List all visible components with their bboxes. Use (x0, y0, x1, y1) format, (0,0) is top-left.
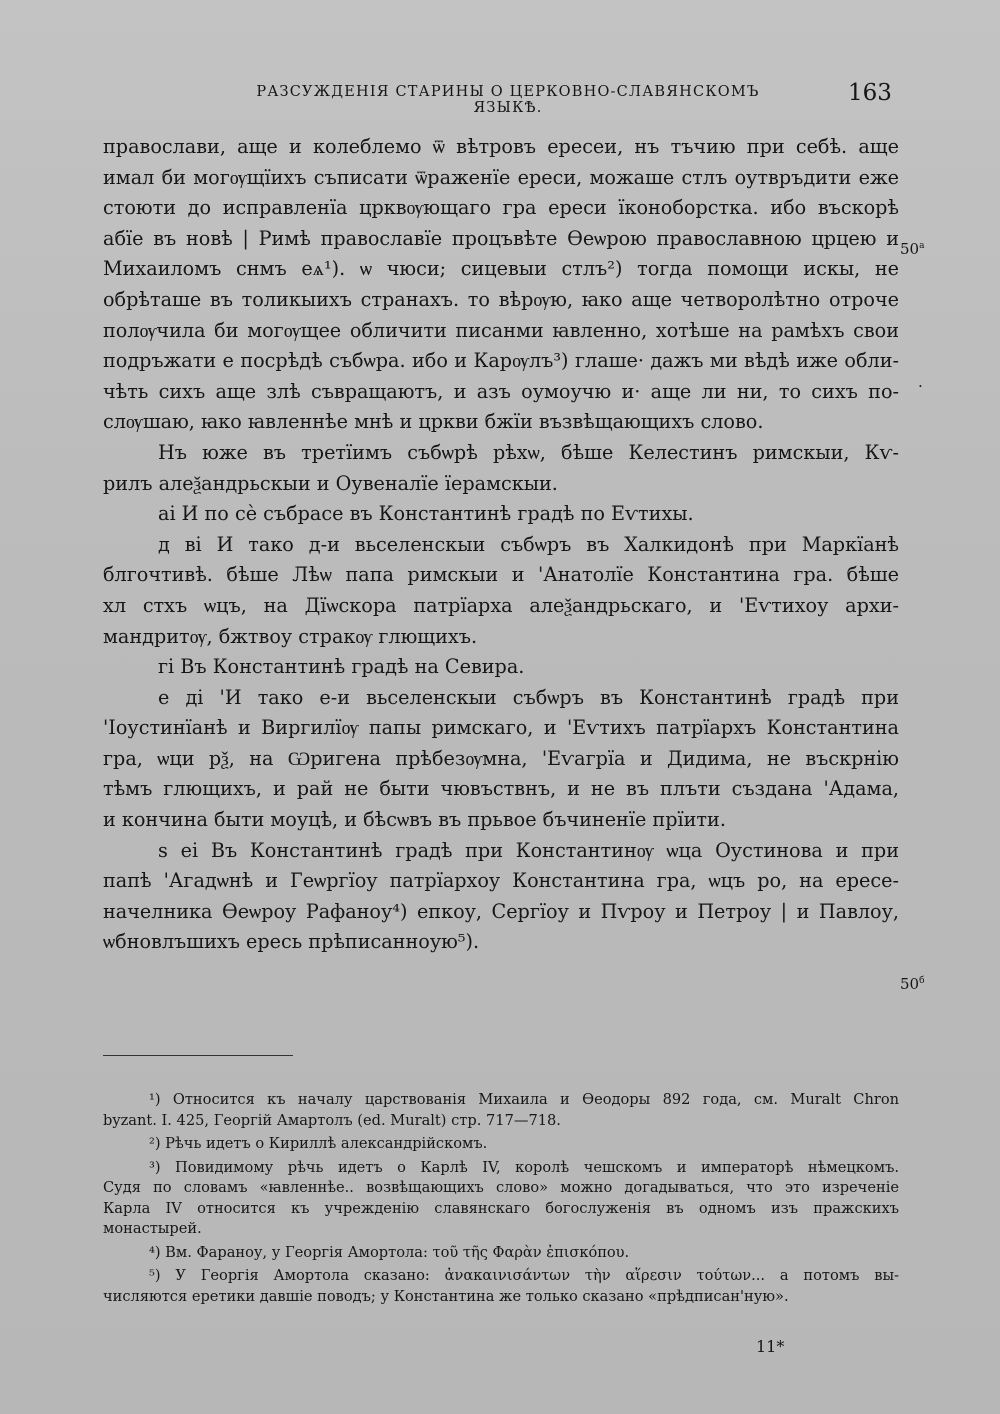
text-line: гра, ѡци рѯ, на Ѡригена прѣбезѹмна, 'Еѵагрїа и Дидима, не въскрнію (103, 746, 899, 770)
footnote-line: Карла IV относится къ учрежденію славянскаго богослуженія въ одномъ изъ пражскихъ (103, 1199, 899, 1217)
footnote-divider (103, 1055, 293, 1056)
text-line: православи, аще и колеблемо ѿ вѣтровъ ересеи, нъ тъчию при себѣ. аще (103, 135, 899, 158)
text-line: мандритѹ, бжтвоу стракѹ глющихъ. (103, 624, 478, 648)
text-line: ѡбновлъшихъ ересь прѣписанноую⁵). (103, 930, 480, 954)
text-line: чѣть сихъ аще злѣ съвращаютъ, и азъ оумоучю и· аще ли ни, то сихъ по- (103, 379, 899, 403)
footnote-line: Судя по словамъ «ꙗвленнѣе.. возвѣщающихъ слово» можно догадываться, что это изреченіе (103, 1179, 899, 1196)
margin-folio-note (900, 975, 925, 993)
text-line: начелника Өеѡроу Рафаноу⁴) епкоу, Сергїоу и Пѵроу и Петроу | и Павлоу, (103, 899, 899, 923)
text-line: Михаиломъ снмъ еѧ¹). ѡ чюси; сицевыи стлъ²) тогда помощи искы, не (103, 257, 899, 281)
footnote-line: монастырей. (103, 1220, 202, 1237)
margin-folio-note (900, 240, 924, 258)
footnotes (103, 1090, 899, 1307)
text-line: блгочтивѣ. бѣше Лѣѡ папа римскыи и 'Анатолїе Константина гра. бѣше (103, 563, 899, 587)
margin-folio-number: 50 (900, 240, 920, 258)
text-line: подръжати е посрѣдѣ събѡра. ибо и Карѹлъ³) глаше· дажъ ми вѣдѣ иже обли- (103, 349, 899, 373)
footnote-line: ²) Рѣчь идетъ о Кириллѣ александрійскомъ. (149, 1135, 488, 1152)
running-header: РАЗСУЖДЕНІЯ СТАРИНЫ О ЦЕРКОВНО-СЛАВЯНСКОМЪ ЯЗЫКѢ. (256, 84, 760, 116)
text-line: д ві И тако д-и вьселенскыи събѡръ въ Халкидонѣ при Маркїанѣ (158, 532, 899, 556)
text-line: тѣмъ глющихъ, и рай не быти чювъствнъ, и не въ плъти създана 'Адама, (103, 777, 899, 801)
text-line: гі Въ Константинѣ градѣ на Севира. (158, 655, 525, 679)
margin-folio-number: 50 (900, 975, 920, 993)
footnote-line: byzant. I. 425, Георгій Амартолъ (ed. Muralt) стр. 717—718. (103, 1111, 561, 1129)
footnote-line: ⁵) У Георгія Амортола сказано: ἀνακαινισάντων τὴν αἵρεσιν τούτων... а потомъ вы- (149, 1267, 899, 1284)
text-line: Нъ юже въ третїимъ събѡрѣ рѣхѡ, бѣше Келестинъ римскыи, Кѵ- (158, 440, 899, 464)
text-line: е ді 'И тако е-и вьселенскыи събѡръ въ Константинѣ градѣ при (158, 685, 899, 709)
main-text (103, 132, 899, 958)
text-line: абїе въ новѣ | Римѣ православїе процъвѣте Өеѡрою православною црцею и (103, 226, 899, 250)
text-line: ѕ еі Въ Константинѣ градѣ при Константинѹ ѡца Оустинова и при (158, 838, 899, 862)
text-line: обрѣташе въ толикыихъ странахъ. то вѣрѹю, ꙗко аще четворолѣтно отроче (103, 287, 899, 311)
text-line: полѹчила би могѹщее обличити писанми ꙗвленно, хотѣше на рамѣхъ свои (103, 318, 899, 342)
text-line: стоюти до исправленїа црквѹющаго гра ереси їконоборстка. ибо въскорѣ (103, 196, 899, 220)
text-line: хл стхъ ѡцъ, на Дїѡскора патрїарха алеѯандрьскаго, и 'Еѵтихоу архи- (103, 593, 899, 617)
text-line: папѣ 'Агадѡнѣ и Геѡргїоу патрїархоу Константина гра, ѡцъ ро, на ересе- (103, 869, 899, 893)
text-line: имал би могѹщїихъ съписати ѿраженїе ереси, можаше стлъ оутвръдити еже (103, 165, 899, 189)
text-line: рилъ алеѯандрьскыи и Оувеналїе їерамскыи. (103, 471, 558, 495)
footnote-line: ⁴) Вм. Фараноу, у Георгія Амортола: τοῦ τῆς Φαρὰν ἐπισκόπου. (149, 1243, 630, 1261)
text-line: слѹшаю, ꙗко ꙗвленнѣе мнѣ и цркви бжїи възвѣщающихъ слово. (103, 410, 764, 434)
footnote-line: числяются еретики давшіе поводъ; у Константина же только сказано «прѣдписан'ную». (103, 1287, 789, 1305)
margin-mark: . (918, 373, 923, 391)
margin-folio-letter: а (919, 241, 925, 251)
text-line: аі И по сѐ събрасе въ Константинѣ градѣ по Еѵтихы. (158, 502, 694, 526)
footnote-line: ¹) Относится къ началу царствованія Михаила и Өеодоры 892 года, см. Muralt Chron (149, 1091, 899, 1108)
text-line: 'Іоустинїанѣ и Виргилїѹ папы римскаго, и 'Еѵтихъ патрїархъ Константина (103, 716, 899, 740)
text-line: и кончина быти моуцѣ, и бѣсѡвъ въ прьвое бъчиненїе прїити. (103, 808, 726, 832)
signature-mark: 11* (756, 1337, 785, 1356)
margin-folio-letter: б (919, 976, 925, 986)
footnote-line: ³) Повидимому рѣчь идетъ о Карлѣ IV, королѣ чешскомъ и императорѣ нѣмецкомъ. (149, 1158, 899, 1176)
page-number: 163 (848, 80, 892, 106)
